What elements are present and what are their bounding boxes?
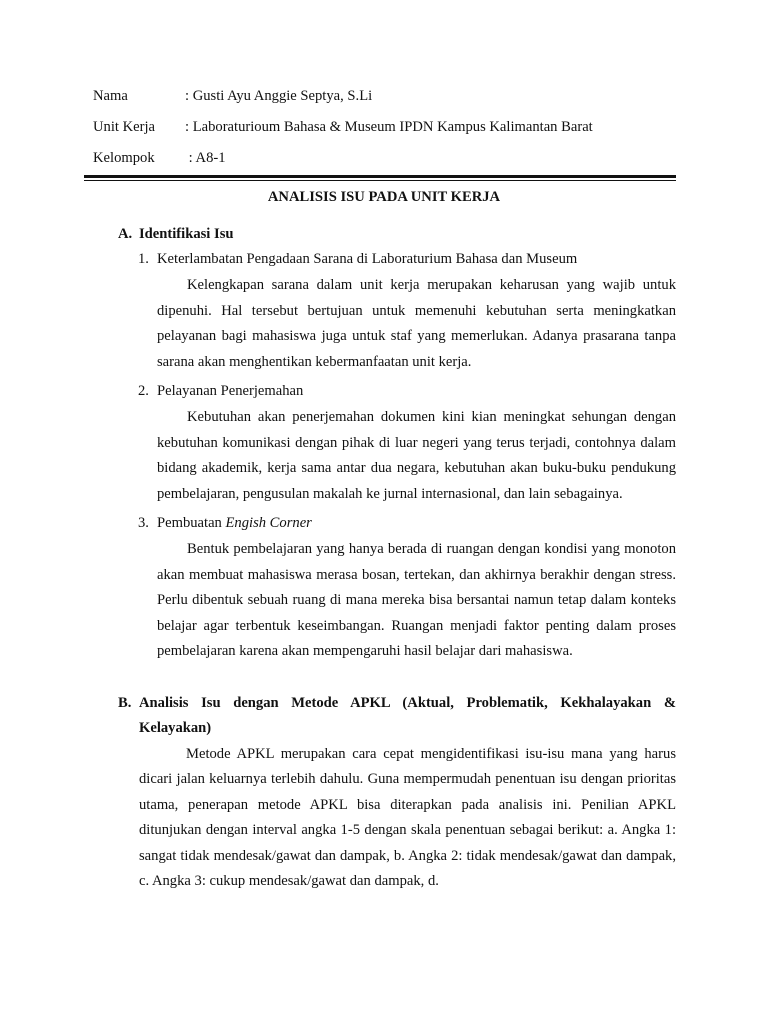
item-paragraph: Bentuk pembelajaran yang hanya berada di ruangan dengan kondisi yang monoton akan membuat mahasiswa merasa bosan, tertekan, dan akhirnya berakhir dengan stress. Perlu dibentuk sebuah ruang di mana mereka bisa bersantai namun tetap dalam konteks belajar agar terbentuk keseimbangan. Ruangan menjadi faktor penting dalam proses pembelajaran karena akan mempengaruhi hasil belajar dari mahasiswa. <box>157 541 676 659</box>
header-row-unit <box>93 117 678 148</box>
item-title: Keterlambatan Pengadaan Sarana di Laboraturium Bahasa dan Museum <box>157 251 578 267</box>
item-title: Pelayanan Penerjemahan <box>157 383 304 399</box>
header-divider <box>84 175 676 181</box>
section-a-heading <box>118 224 676 244</box>
name-value: : Gusti Ayu Anggie Septya, S.Li <box>185 88 373 104</box>
item-heading <box>138 249 676 269</box>
item-number: 1. <box>138 251 149 267</box>
section-b-title: Analisis Isu dengan Metode APKL (Aktual, Problematik, Kekhalayakan & Kelayakan) <box>139 694 676 736</box>
item-heading <box>138 513 676 533</box>
item-title <box>157 513 312 533</box>
section-b-paragraph: Metode APKL merupakan cara cepat mengidentifikasi isu-isu mana yang harus dicari jalan keluarnya terlebih dahulu. Guna mempermudah penentuan isu dengan prioritas utama, penerapan metode APKL bisa diterapkan pada analisis ini. Penilian APKL ditunjukan dengan interval angka 1-5 dengan skala penentuan sebagai berikut: a. Angka 1: sangat tidak mendesak/gawat dan dampak, b. Angka 2: tidak mendesak/gawat dan dampak, c. Angka 3: cukup mendesak/gawat dan dampak, d. <box>139 745 676 889</box>
item-paragraph: Kelengkapan sarana dalam unit kerja merupakan keharusan yang wajib untuk dipenuhi. Hal tersebut bertujuan untuk memenuhi kebutuhan serta meningkatkan pelayanan bagi mahasiswa juga untuk staf yang memerlukan. Adanya prasarana tanpa sarana akan menghentikan kebermanfaatan unit kerja. <box>157 277 676 370</box>
name-label: Nama <box>93 88 128 104</box>
document-title: ANALISIS ISU PADA UNIT KERJA <box>267 189 501 205</box>
item-title-italic: Engish Corner <box>225 515 312 531</box>
item-heading <box>138 381 676 401</box>
list-item <box>138 381 676 507</box>
header-row-name <box>93 86 678 117</box>
section-a-title: Identifikasi Isu <box>139 226 234 242</box>
identity-header <box>93 86 678 179</box>
unit-label: Unit Kerja <box>93 119 156 135</box>
item-title-prefix: Pembuatan <box>157 515 226 531</box>
section-b-letter: B. <box>118 694 132 711</box>
group-label: Kelompok <box>93 150 155 166</box>
unit-value: : Laboraturioum Bahasa & Museum IPDN Kampus Kalimantan Barat <box>185 119 593 135</box>
document-body <box>118 224 676 895</box>
section-b <box>118 691 676 895</box>
list-item <box>138 513 676 665</box>
item-paragraph: Kebutuhan akan penerjemahan dokumen kini kian meningkat sehungan dengan kebutuhan komunikasi dengan pihak di luar negeri yang terus terjadi, contohnya dalam bidang akademik, kerja sama antar dua negara, kebutuhan akan buku-buku pendukung pembelajaran, pengusulan makalah ke jurnal internasional, dan lain sebagainya. <box>157 409 676 502</box>
issue-list <box>138 249 676 665</box>
list-item <box>138 249 676 375</box>
item-number: 3. <box>138 515 149 531</box>
section-b-heading <box>118 691 676 742</box>
item-number: 2. <box>138 383 149 399</box>
section-a-letter: A. <box>118 226 133 242</box>
group-value: : A8-1 <box>185 150 226 166</box>
